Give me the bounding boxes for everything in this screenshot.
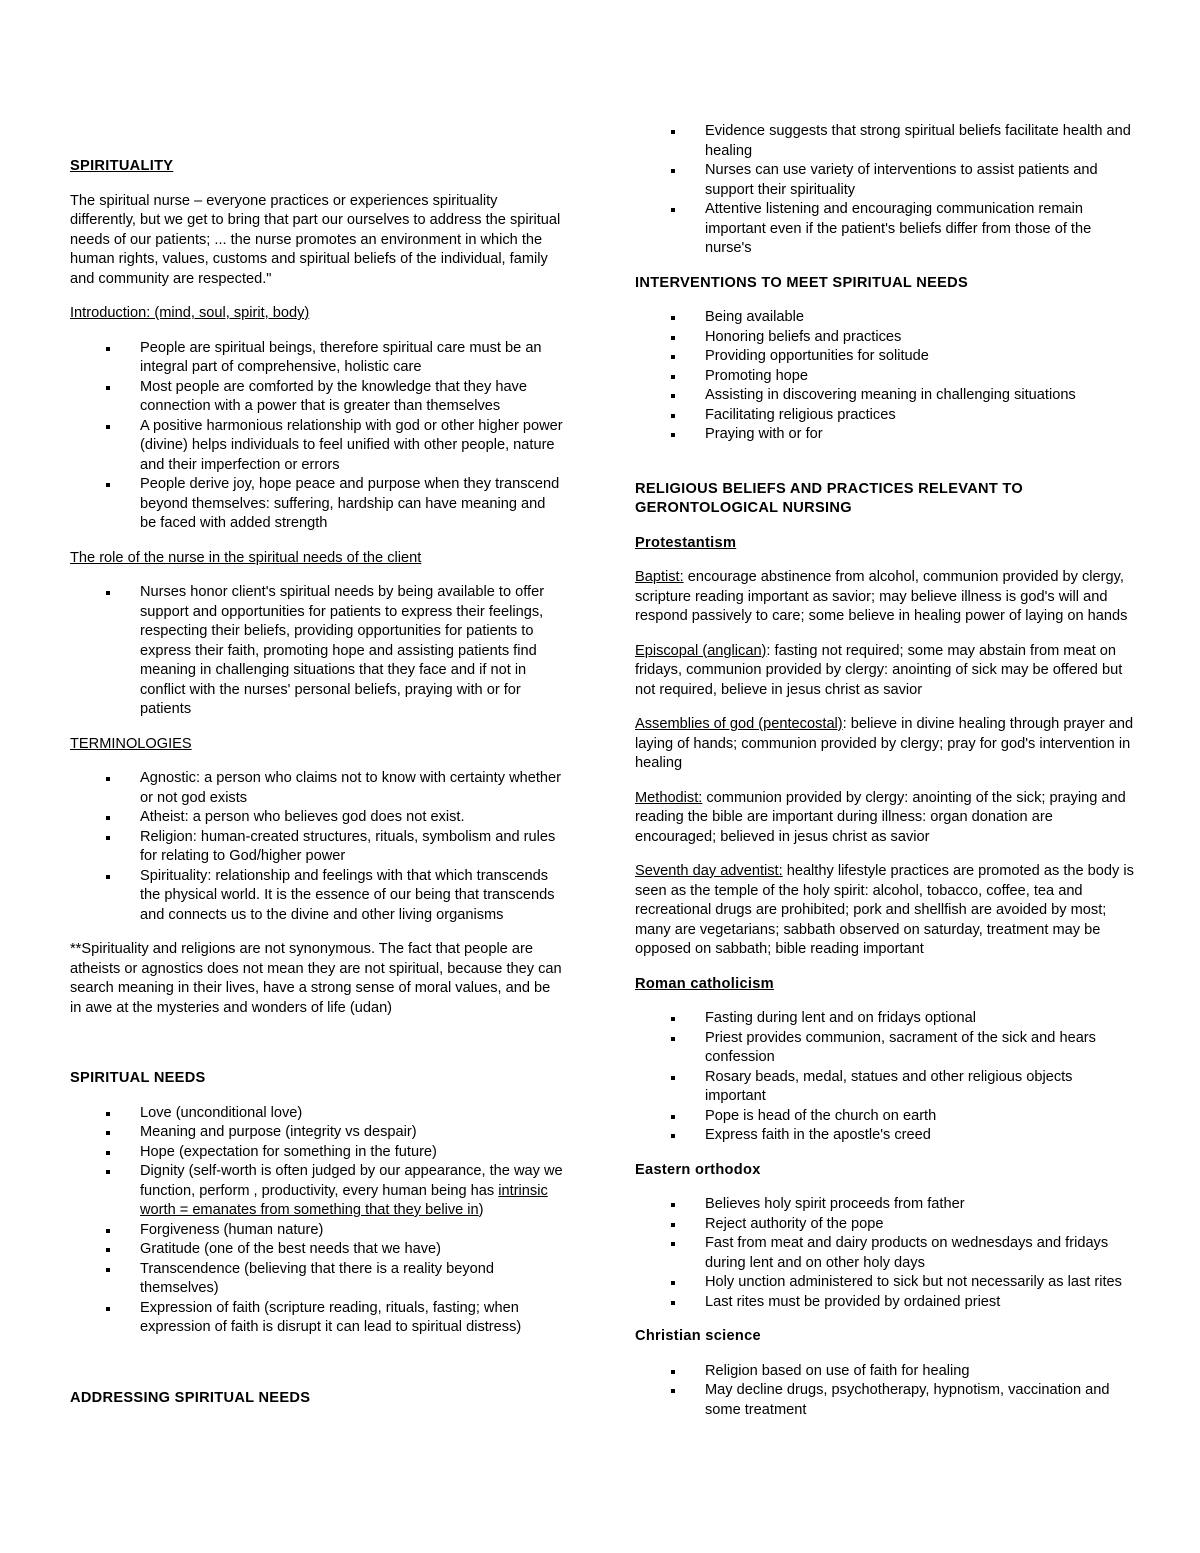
list-item: Attentive listening and encouraging communication remain important even if the patient's beliefs differ from those of the nurse's: [705, 200, 1135, 259]
list-item: Forgiveness (human nature): [140, 1221, 564, 1241]
assemblies-label: Assemblies of god (pentecostal): [635, 716, 843, 732]
list-item: Being available: [705, 308, 1135, 328]
spirituality-heading: SPIRITUALITY: [70, 158, 174, 174]
list-item: Facilitating religious practices: [705, 406, 1135, 426]
baptist-label: Baptist:: [635, 569, 684, 585]
list-item: Fast from meat and dairy products on wednesdays and fridays during lent and on other holy days: [705, 1234, 1135, 1273]
list-item: Religion based on use of faith for healing: [705, 1362, 1135, 1382]
list-item: Religion: human-created structures, rituals, symbolism and rules for relating to God/higher power: [140, 828, 564, 867]
list-item: Reject authority of the pope: [705, 1215, 1135, 1235]
spiritual-nurse-paragraph: The spiritual nurse – everyone practices or experiences spirituality differently, but we get to bring that part our ourselves to address the spiritual needs of our patients; ... the nurse promotes an environment in which the human rights, values, customs and spiritual beliefs of the individual, family and community are respected.": [70, 192, 561, 287]
list-item: Most people are comforted by the knowledge that they have connection with a power that is greater than themselves: [140, 378, 564, 417]
list-item: Expression of faith (scripture reading, rituals, fasting; when expression of faith is disrupt it can lead to spiritual distress): [140, 1299, 564, 1338]
religious-beliefs-heading: RELIGIOUS BELIEFS AND PRACTICES RELEVANT TO GERONTOLOGICAL NURSING: [635, 480, 1024, 516]
list-item: People derive joy, hope peace and purpose when they transcend beyond themselves: suffering, hardship can have meaning and be faced with added strength: [140, 475, 564, 534]
baptist-text: encourage abstinence from alcohol, communion provided by clergy, scripture reading important as savior; may believe illness is god's will and respond passively to care; some believe in healing power of laying on hands: [635, 569, 1128, 624]
catholicism-list: [635, 1009, 1135, 1146]
list-item: A positive harmonious relationship with god or other higher power (divine) helps individuals to feel unified with other people, nature and their imperfection or errors: [140, 417, 564, 476]
assemblies-text: : believe in divine healing through prayer and laying of hands; communion provided by clergy; pray for god's intervention in healing: [635, 716, 1134, 771]
adventist-paragraph: [635, 862, 1135, 960]
list-item: Honoring beliefs and practices: [705, 328, 1135, 348]
orthodox-heading: Eastern orthodox: [635, 1161, 761, 1178]
list-item: Assisting in discovering meaning in challenging situations: [705, 386, 1135, 406]
nurse-role-list: [70, 583, 564, 720]
addressing-needs-heading: ADDRESSING SPIRITUAL NEEDS: [70, 1389, 311, 1406]
orthodox-list: [635, 1195, 1135, 1312]
addressing-needs-list: [635, 122, 1135, 259]
spirituality-note: **Spirituality and religions are not synonymous. The fact that people are atheists or agnostics does not mean they are not spiritual, because they can search meaning in their lives, have a strong sense of moral values, and be in awe at the mysteries and wonders of life (udan): [70, 941, 562, 1016]
list-item-dignity: [140, 1162, 564, 1221]
list-item: Nurses honor client's spiritual needs by being available to offer support and opportunities for patients to express their feelings, respecting their beliefs, providing opportunities for patients to express their faith, promoting hope and assisting patients find meaning in challenging situations that they face and if not in conflict with the nurses' personal beliefs, praying with or for patients: [140, 583, 564, 720]
spiritual-needs-list: [70, 1104, 564, 1338]
interventions-heading: INTERVENTIONS TO MEET SPIRITUAL NEEDS: [635, 274, 969, 291]
list-item: Evidence suggests that strong spiritual beliefs facilitate health and healing: [705, 122, 1135, 161]
terminologies-heading: TERMINOLOGIES: [70, 735, 192, 752]
list-item: Pope is head of the church on earth: [705, 1107, 1135, 1127]
list-item: Rosary beads, medal, statues and other religious objects important: [705, 1068, 1135, 1107]
episcopal-text: : fasting not required; some may abstain from meat on fridays, communion provided by clergy: anointing of sick may be offered but not required, believe in jesus christ as savior: [635, 642, 1123, 698]
list-item: Providing opportunities for solitude: [705, 347, 1135, 367]
episcopal-label: Episcopal (anglican): [635, 642, 767, 659]
list-item: People are spiritual beings, therefore spiritual care must be an integral part of comprehensive, holistic care: [140, 339, 564, 378]
list-item: Agnostic: a person who claims not to know with certainty whether or not god exists: [140, 769, 564, 808]
list-item: Atheist: a person who believes god does not exist.: [140, 808, 564, 828]
list-item: Meaning and purpose (integrity vs despair): [140, 1123, 564, 1143]
catholicism-heading: Roman catholicism: [635, 975, 774, 992]
assemblies-paragraph: [635, 715, 1135, 774]
introduction-list: [70, 339, 564, 534]
protestantism-heading: Protestantism: [635, 534, 737, 551]
list-item: Holy unction administered to sick but not necessarily as last rites: [705, 1273, 1135, 1293]
introduction-heading: Introduction: (mind, soul, spirit, body): [70, 305, 310, 321]
nurse-role-heading: The role of the nurse in the spiritual needs of the client: [70, 549, 422, 566]
methodist-paragraph: [635, 789, 1135, 848]
adventist-text: healthy lifestyle practices are promoted as the body is seen as the temple of the holy spirit: alcohol, tobacco, coffee, tea and recreational drugs are prohibited; pork and shellfish are avoided by most; many are vegetarians; sabbath observed on saturday, treatment may be opposed on sabbath; bible reading important: [635, 863, 1134, 957]
spiritual-needs-heading: SPIRITUAL NEEDS: [70, 1070, 206, 1086]
list-item: Promoting hope: [705, 367, 1135, 387]
list-item: Spirituality: relationship and feelings with that which transcends the physical world. It is the essence of our being that transcends and connects us to the divine and other living organisms: [140, 867, 564, 926]
list-item: May decline drugs, psychotherapy, hypnotism, vaccination and some treatment: [705, 1381, 1135, 1420]
list-item: Praying with or for: [705, 425, 1135, 445]
right-column: [635, 0, 1135, 1435]
interventions-list: [635, 308, 1135, 445]
list-item: Believes holy spirit proceeds from father: [705, 1195, 1135, 1215]
methodist-label: Methodist:: [635, 789, 703, 806]
list-item: Transcendence (believing that there is a reality beyond themselves): [140, 1260, 564, 1299]
christian-science-list: [635, 1362, 1135, 1421]
baptist-paragraph: [635, 568, 1135, 627]
methodist-text: communion provided by clergy: anointing of the sick; praying and reading the bible are important during illness: organ donation are encouraged; believed in jesus christ as savior: [635, 789, 1126, 845]
adventist-label: Seventh day adventist:: [635, 863, 783, 879]
episcopal-paragraph: [635, 642, 1135, 701]
dignity-suffix: ): [478, 1202, 484, 1218]
list-item: Express faith in the apostle's creed: [705, 1126, 1135, 1146]
christian-science-heading: Christian science: [635, 1328, 761, 1344]
list-item: Love (unconditional love): [140, 1104, 564, 1124]
dignity-underlined-text: intrinsic worth = emanates from something that they belive in: [140, 1182, 548, 1218]
list-item: Nurses can use variety of interventions to assist patients and support their spirituality: [705, 161, 1135, 200]
list-item: Hope (expectation for something in the future): [140, 1143, 564, 1163]
list-item: Priest provides communion, sacrament of the sick and hears confession: [705, 1029, 1135, 1068]
terminologies-list: [70, 769, 564, 925]
left-column: [70, 0, 564, 1423]
list-item: Gratitude (one of the best needs that we have): [140, 1240, 564, 1260]
dignity-text: Dignity (self-worth is often judged by our appearance, the way we function, perform , productivity, every human being has: [140, 1163, 563, 1199]
list-item: Last rites must be provided by ordained priest: [705, 1293, 1135, 1313]
list-item: Fasting during lent and on fridays optional: [705, 1009, 1135, 1029]
